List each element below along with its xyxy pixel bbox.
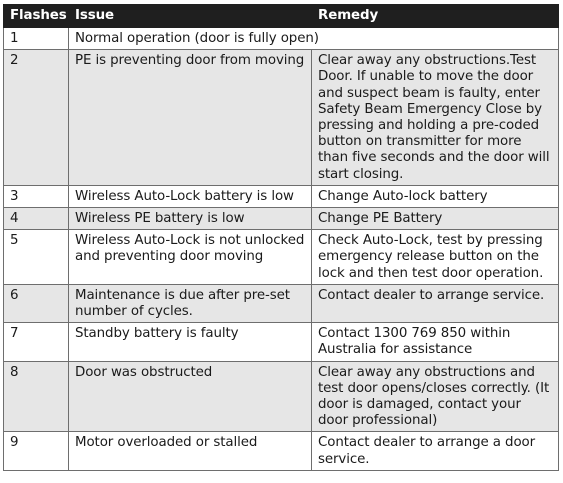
issue-cell: Door was obstructed — [69, 361, 312, 432]
remedy-cell: Contact 1300 769 850 within Australia for assistance — [312, 323, 559, 361]
issue-cell: Wireless Auto-Lock is not unlocked and preventing door moving — [69, 230, 312, 285]
header-row — [4, 5, 559, 28]
table-body — [4, 28, 559, 471]
remedy-cell: Contact dealer to arrange a door service. — [312, 432, 559, 470]
flashes-cell: 2 — [4, 50, 69, 186]
flashes-cell: 6 — [4, 284, 69, 322]
table-row — [4, 284, 559, 322]
flashes-cell: 9 — [4, 432, 69, 470]
issue-cell: PE is preventing door from moving — [69, 50, 312, 186]
table-row — [4, 185, 559, 207]
table-row — [4, 323, 559, 361]
remedy-cell: Change Auto-lock battery — [312, 185, 559, 207]
table-header — [4, 5, 559, 28]
flashes-cell: 4 — [4, 208, 69, 230]
flashes-cell: 3 — [4, 185, 69, 207]
table-row — [4, 50, 559, 186]
remedy-cell: Contact dealer to arrange service. — [312, 284, 559, 322]
issue-cell: Motor overloaded or stalled — [69, 432, 312, 470]
flashes-cell: 7 — [4, 323, 69, 361]
remedy-cell: Clear away any obstructions and test door opens/closes correctly. (It door is damaged, contact your door professional) — [312, 361, 559, 432]
issue-cell: Wireless Auto-Lock battery is low — [69, 185, 312, 207]
issue-cell: Wireless PE battery is low — [69, 208, 312, 230]
table-row — [4, 208, 559, 230]
flashes-cell: 8 — [4, 361, 69, 432]
remedy-cell: Check Auto-Lock, test by pressing emergency release button on the lock and then test door operation. — [312, 230, 559, 285]
header-issue: Issue — [69, 5, 312, 28]
table-row — [4, 432, 559, 470]
issue-cell: Standby battery is faulty — [69, 323, 312, 361]
issue-cell: Maintenance is due after pre-set number of cycles. — [69, 284, 312, 322]
header-flashes: Flashes — [4, 5, 69, 28]
remedy-cell: Change PE Battery — [312, 208, 559, 230]
table-row — [4, 361, 559, 432]
flashes-cell: 1 — [4, 28, 69, 50]
table-row — [4, 28, 559, 50]
flashes-cell: 5 — [4, 230, 69, 285]
troubleshooting-table — [3, 4, 559, 471]
header-remedy: Remedy — [312, 5, 559, 28]
issue-cell: Normal operation (door is fully open) — [69, 28, 559, 50]
remedy-cell: Clear away any obstructions.Test Door. If unable to move the door and suspect beam is faulty, enter Safety Beam Emergency Close by pressing and holding a pre-coded button on transmitter for more than five seconds and the door will start closing. — [312, 50, 559, 186]
table-row — [4, 230, 559, 285]
